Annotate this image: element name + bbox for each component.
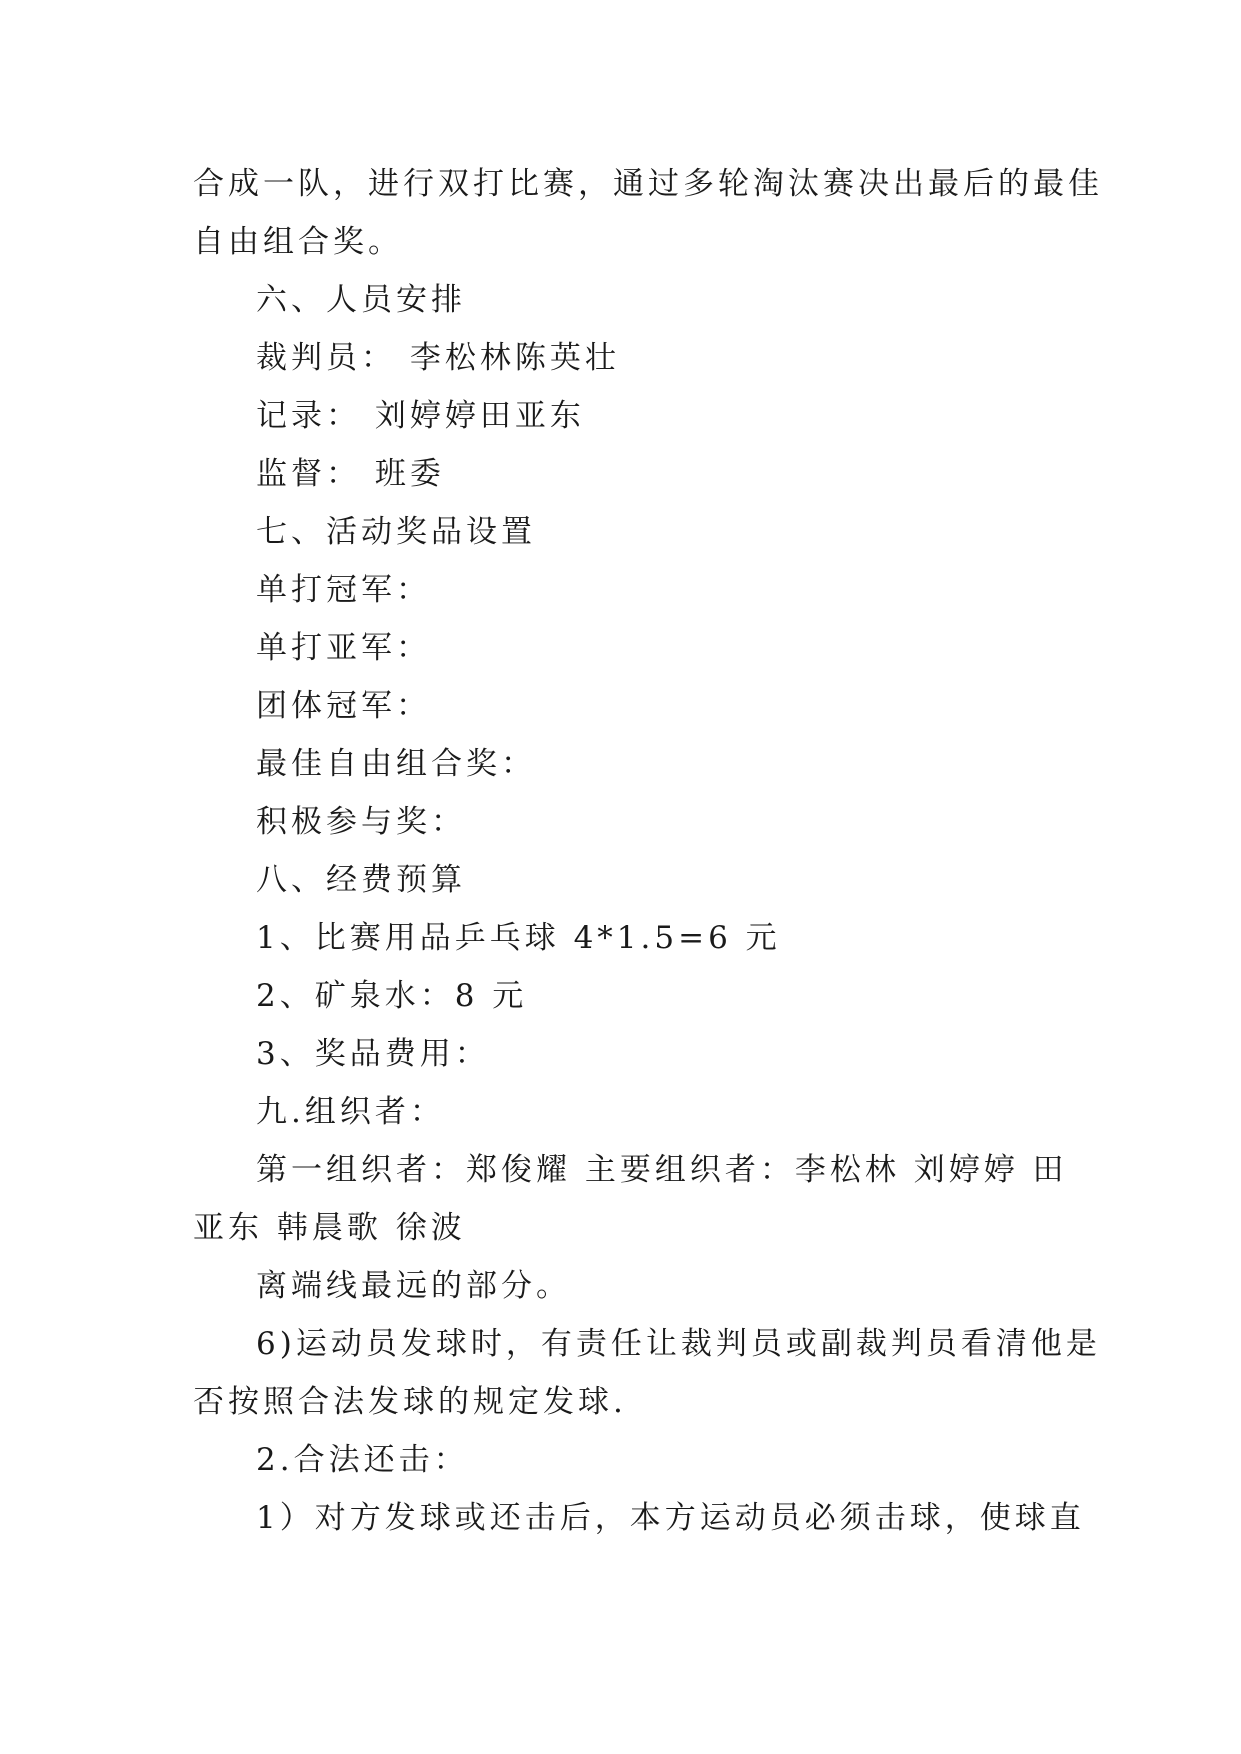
section-heading-staff: 六、人员安排 xyxy=(256,282,466,318)
section-heading-prizes: 七、活动奖品设置 xyxy=(256,514,536,550)
text-line: 1、比赛用品乒乓球 4*1.5=6 元 xyxy=(256,920,781,956)
text-line: 6)运动员发球时，有责任让裁判员或副裁判员看清他是 xyxy=(256,1326,1101,1362)
text-line: 3、奖品费用： xyxy=(256,1036,490,1072)
text-line: 合成一队，进行双打比赛，通过多轮淘汰赛决出最后的最佳 xyxy=(193,166,1103,202)
text-line: 离端线最远的部分。 xyxy=(256,1268,571,1304)
text-line: 记录： 刘婷婷田亚东 xyxy=(256,398,585,434)
section-heading-organizers: 九.组织者： xyxy=(256,1094,445,1130)
text-line: 团体冠军： xyxy=(256,688,431,724)
text-line: 最佳自由组合奖： xyxy=(256,746,536,782)
text-line: 1）对方发球或还击后，本方运动员必须击球，使球直 xyxy=(256,1500,1085,1536)
text-line: 2、矿泉水：8 元 xyxy=(256,978,528,1014)
text-line: 积极参与奖： xyxy=(256,804,466,840)
text-line: 裁判员： 李松林陈英壮 xyxy=(256,340,620,376)
text-line: 第一组织者：郑俊耀 主要组织者：李松林 刘婷婷 田 xyxy=(256,1152,1068,1188)
text-line: 2.合法还击： xyxy=(256,1442,469,1478)
section-heading-budget: 八、经费预算 xyxy=(256,862,466,898)
text-line: 单打冠军： xyxy=(256,572,431,608)
text-line: 单打亚军： xyxy=(256,630,431,666)
text-line: 自由组合奖。 xyxy=(193,224,403,260)
text-line: 亚东 韩晨歌 徐波 xyxy=(193,1210,466,1246)
text-line: 否按照合法发球的规定发球. xyxy=(193,1384,627,1420)
text-line: 监督： 班委 xyxy=(256,456,445,492)
